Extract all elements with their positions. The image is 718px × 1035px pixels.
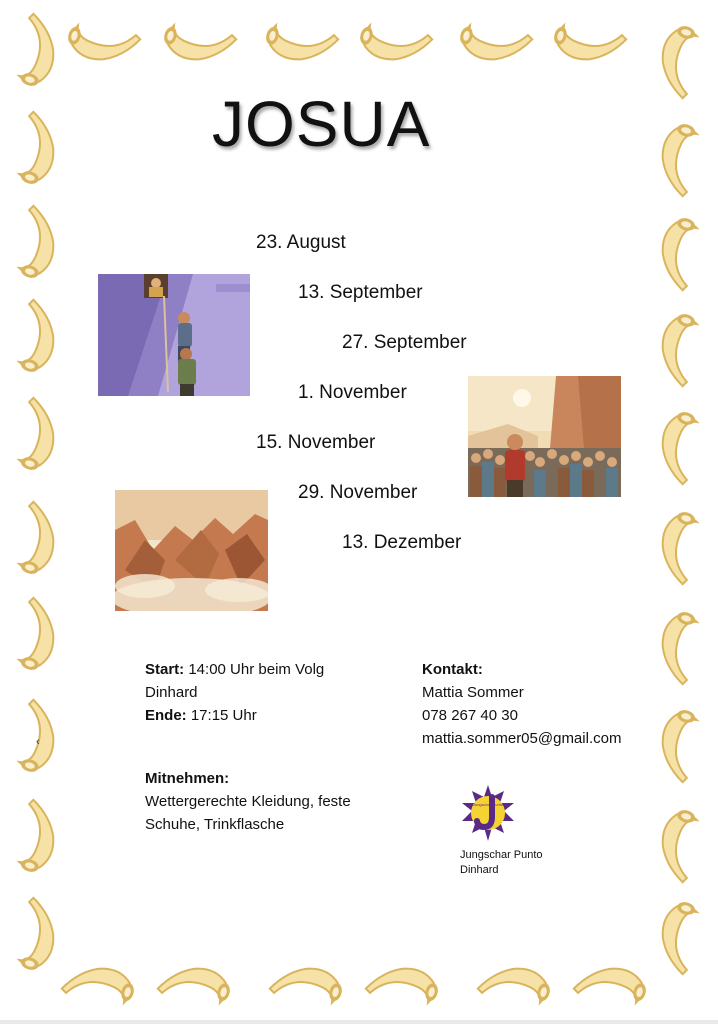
shofar-horn-icon [639, 799, 718, 890]
shofar-horn-icon [153, 0, 244, 83]
shofar-horn-icon [0, 199, 77, 290]
page-title: JOSUA [212, 88, 431, 160]
contact-block [422, 658, 621, 750]
date-item: 13. Dezember [342, 532, 462, 553]
shofar-horn-icon [639, 601, 718, 692]
bring-label: Mitnehmen: [145, 770, 230, 787]
start-line [145, 658, 324, 681]
end-label: Ende: [145, 707, 187, 724]
shofar-horn-icon [57, 0, 148, 83]
shofar-horn-icon [0, 591, 77, 682]
shofar-horn-icon [639, 113, 718, 204]
illustration-joshua-crowd [468, 376, 621, 497]
date-item: 29. November [298, 482, 418, 503]
date-item: 23. August [256, 232, 346, 253]
date-item: 13. September [298, 282, 423, 303]
illustration-fallen-walls [115, 490, 268, 611]
margin-mark: ‹ [36, 736, 40, 748]
logo-emblem-text: Jungschar Punto [472, 802, 504, 807]
shofar-horn-icon [543, 0, 634, 83]
shofar-horn-icon [639, 401, 718, 492]
logo-caption [460, 848, 543, 878]
shofar-horn-icon [449, 0, 540, 83]
shofar-horn-icon [639, 207, 718, 298]
end-value: 17:15 Uhr [190, 707, 257, 724]
shofar-horn-icon [0, 891, 77, 982]
illustration-spies-rope [98, 274, 250, 396]
page-bottom-edge [0, 1020, 718, 1024]
date-item: 1. November [298, 382, 407, 403]
bring-block [145, 767, 385, 836]
start-label: Start: [145, 661, 185, 678]
date-item: 15. November [256, 432, 376, 453]
start-value: 14:00 Uhr beim Volg [188, 661, 325, 678]
shofar-horn-icon [255, 0, 346, 83]
shofar-horn-icon [639, 15, 718, 106]
shofar-horn-icon [639, 303, 718, 394]
end-line [145, 704, 324, 727]
shofar-horn-icon [0, 495, 77, 586]
shofar-horn-icon [0, 391, 77, 482]
contact-label: Kontakt: [422, 661, 483, 678]
shofar-horn-icon [639, 699, 718, 790]
shofar-horn-icon [0, 293, 77, 384]
shofar-horn-icon [349, 0, 440, 83]
start-location: Dinhard [145, 684, 198, 701]
jungschar-logo-icon [458, 783, 518, 843]
shofar-horn-icon [639, 501, 718, 592]
contact-phone: 078 267 40 30 [422, 707, 518, 724]
shofar-horn-icon [0, 7, 77, 98]
shofar-horn-icon [0, 105, 77, 196]
time-details [145, 658, 324, 727]
bring-line: Wettergerechte Kleidung, feste [145, 793, 351, 810]
logo-caption-line: Jungschar Punto [460, 849, 543, 861]
contact-name: Mattia Sommer [422, 684, 524, 701]
shofar-horn-icon [0, 793, 77, 884]
contact-email: mattia.sommer05@gmail.com [422, 730, 622, 747]
logo-caption-line: Dinhard [460, 864, 499, 876]
shofar-horn-icon [639, 891, 718, 982]
bring-line: Schuhe, Trinkflasche [145, 816, 285, 833]
date-item: 27. September [342, 332, 467, 353]
